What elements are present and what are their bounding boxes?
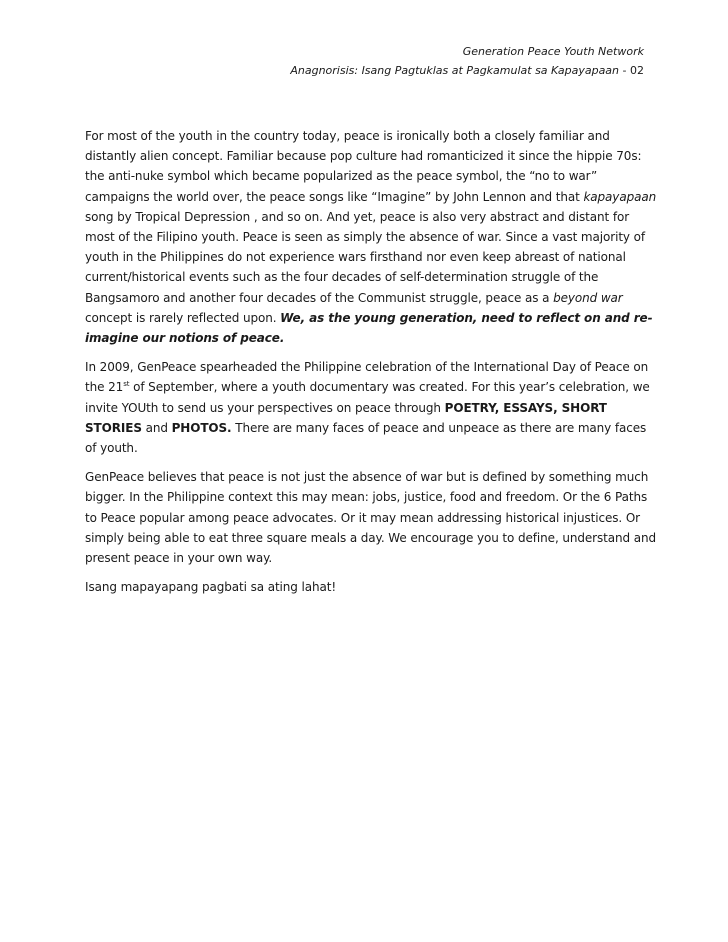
- p1-emphasis: We, as the young generation, need to reflect on and re-imagine our notions of peace.: [85, 310, 653, 346]
- p2-bold-categories: POETRY, ESSAYS, SHORT STORIES: [85, 400, 607, 435]
- p2-text-a: In 2009, GenPeace spearheaded the Philippine celebration of the International Day of Peace on the 21: [85, 360, 649, 395]
- p1-text-c: concept is rarely reflected upon.: [85, 310, 281, 325]
- header-title: Anagnorisis: Isang Pagtuklas at Pagkamulat sa Kapayapaan: [290, 64, 620, 77]
- page-number: 02: [630, 64, 644, 77]
- p1-italic-beyond-war: beyond war: [553, 290, 623, 305]
- paragraph-genpeace-2009: [85, 357, 660, 458]
- p2-text-b: of September, where a youth documentary was created. For this year’s celebration, we invite YOUth to send us your perspectives on peace through: [85, 380, 650, 415]
- header-page-separator: -: [619, 64, 630, 77]
- paragraph-intro: [85, 126, 660, 348]
- p1-text-b: song by Tropical Depression , and so on. And yet, peace is also very abstract and distant for most of the Filipino youth. Peace is seen as simply the absence of war. Since a vast majority of youth in the Philippines do not experience wars firsthand nor even keep abreast of national current/historical events such as the four decades of self-determination struggle of the Bangsamoro and another four decades of the Communist struggle, peace as a: [85, 209, 646, 305]
- page-header: [44, 42, 644, 80]
- p2-bold-photos: PHOTOS.: [171, 420, 232, 435]
- paragraph-greeting: Isang mapayapang pagbati sa ating lahat!: [85, 580, 337, 595]
- document-body: [85, 126, 660, 606]
- header-title-line: [44, 61, 644, 80]
- header-org: Generation Peace Youth Network: [462, 45, 644, 58]
- p2-text-d: There are many faces of peace and unpeace as there are many faces of youth.: [85, 420, 647, 456]
- p1-text-a: For most of the youth in the country today, peace is ironically both a closely familiar and distantly alien concept. Familiar because pop culture had romanticized it since the hippie 70s: the anti-nuke symbol which became popularized as the peace symbol, the “no to war” campaigns the world over, the peace songs like “Imagine” by John Lennon and that: [85, 129, 642, 204]
- p2-ordinal-suffix: st: [123, 380, 130, 389]
- p2-text-c: and: [141, 420, 172, 435]
- paragraph-genpeace-beliefs: GenPeace believes that peace is not just the absence of war but is defined by something much bigger. In the Philippine context this may mean: jobs, justice, food and freedom. Or the 6 Paths to Peace popular among peace advocates. Or it may mean addressing historical injustices. Or simply being able to eat three square meals a day. We encourage you to define, understand and present peace in your own way.: [85, 470, 657, 566]
- p1-italic-kapayapaan: kapayapaan: [583, 189, 657, 204]
